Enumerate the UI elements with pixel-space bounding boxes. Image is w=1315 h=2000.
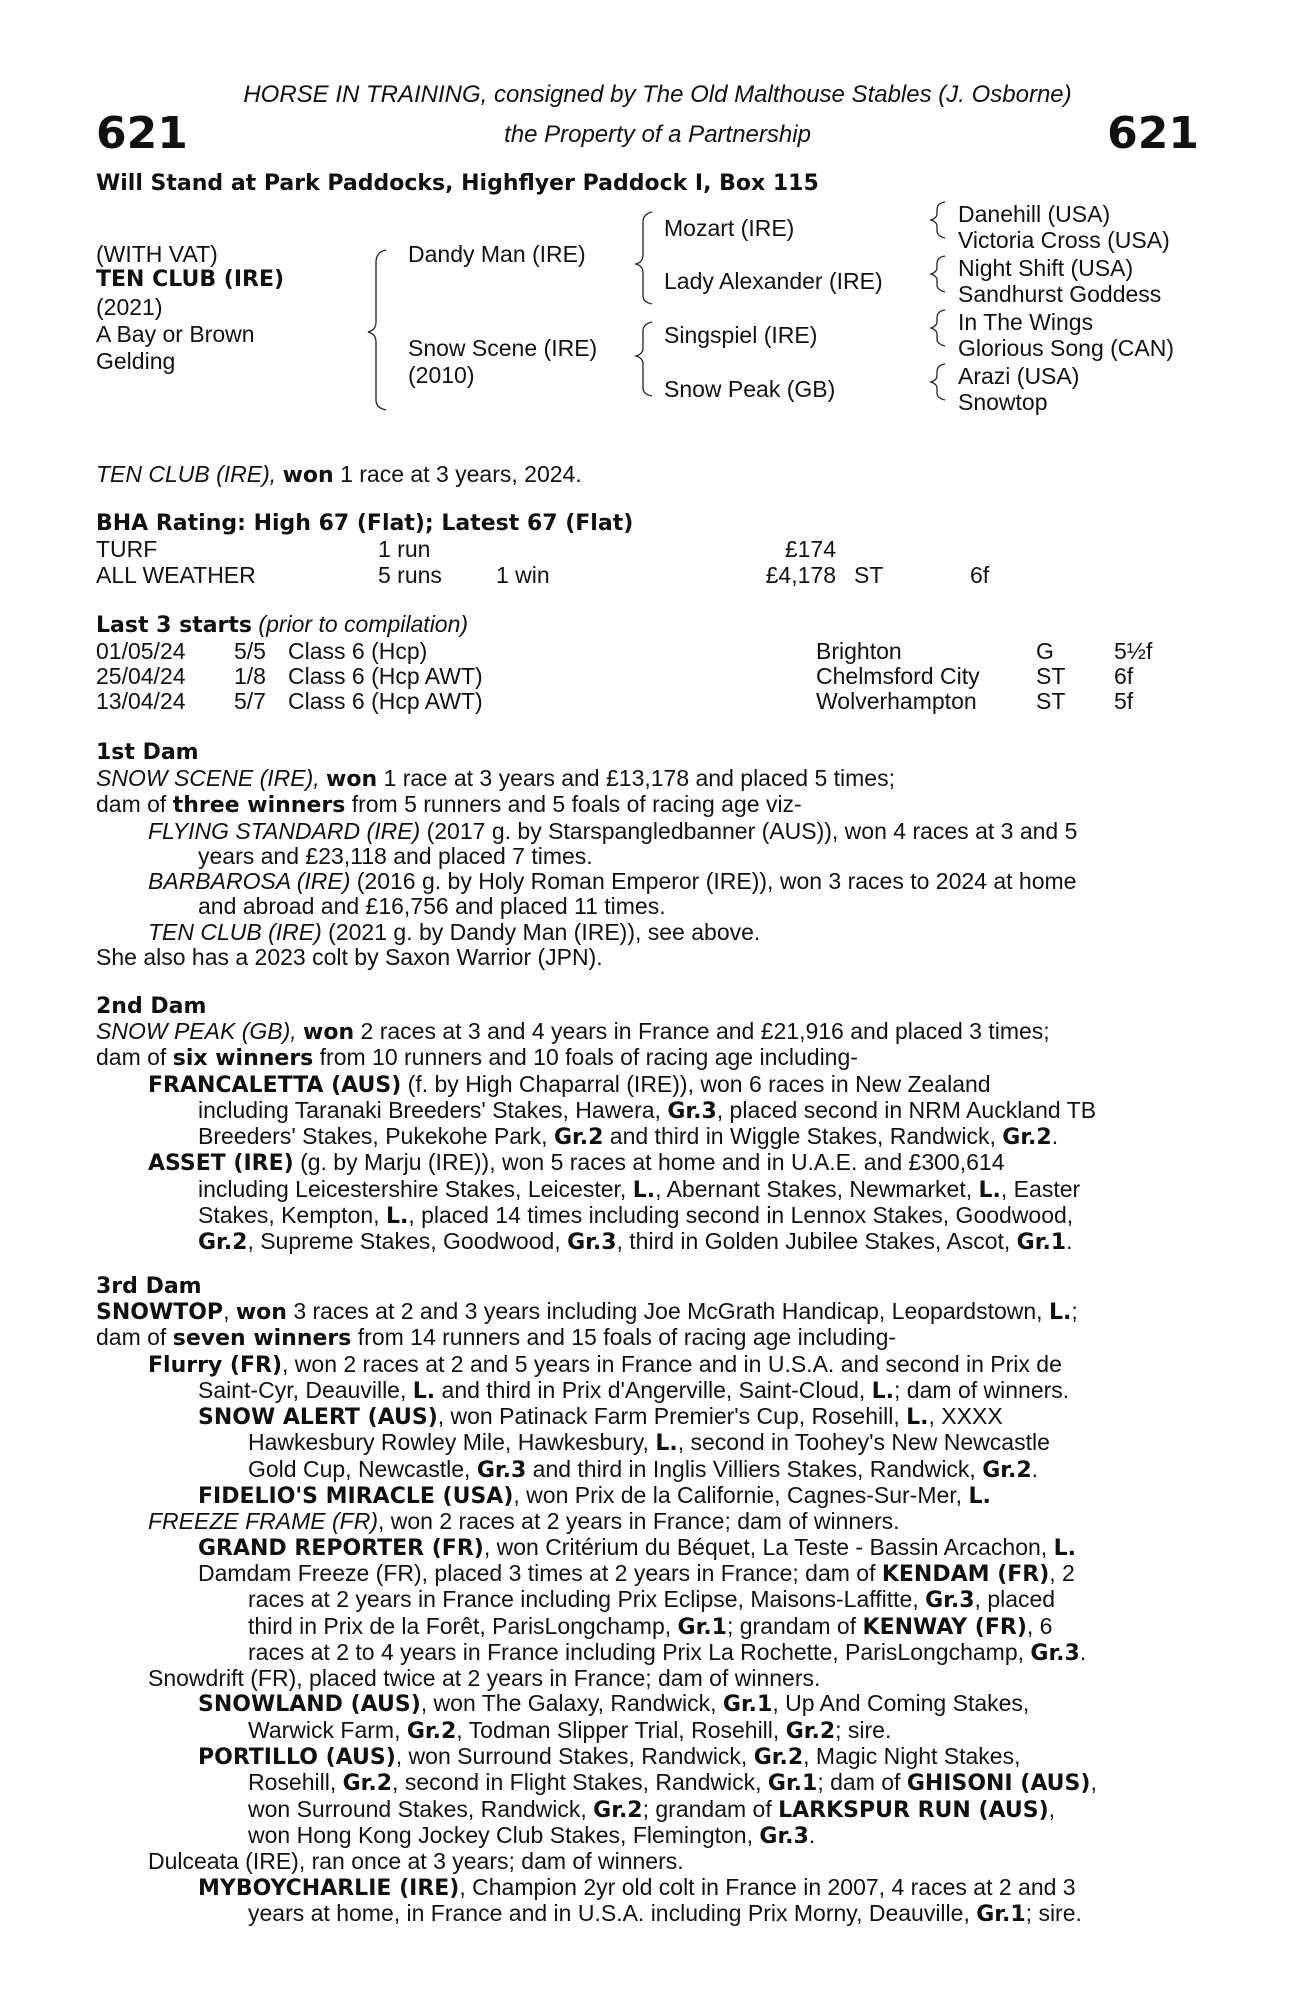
text-fragment: , Supreme Stakes, Goodwood, <box>247 1228 568 1255</box>
start-position: 5/5 <box>234 638 266 664</box>
text-fragment: years and £23,118 and placed 7 times. <box>198 842 593 869</box>
horse-description-2: Gelding <box>96 348 176 374</box>
text-fragment: . <box>1079 1638 1087 1665</box>
text-line <box>96 1352 1203 1378</box>
start-course: Chelmsford City <box>816 663 980 689</box>
text-fragment: , second in Toohey's New Newcastle <box>677 1429 1050 1456</box>
text-fragment: Gr.2 <box>342 1771 393 1797</box>
pedigree-ss-dam: Victoria Cross (USA) <box>958 227 1170 253</box>
pedigree-ds-sire: In The Wings <box>958 309 1094 335</box>
text-fragment: Rosehill, <box>248 1769 343 1796</box>
text-fragment: Gr.2 <box>198 1230 248 1256</box>
text-fragment: won <box>235 1300 287 1325</box>
text-fragment: including Leicestershire Stakes, Leicester, <box>198 1175 633 1202</box>
text-fragment: FRANCALETTA (AUS) <box>148 1072 402 1098</box>
text-fragment: Gr.2 <box>406 1718 457 1744</box>
text-fragment: Gr.2 <box>785 1718 836 1744</box>
start-row <box>96 638 1203 664</box>
text-fragment: Hawkesbury Rowley Mile, Hawkesbury, <box>248 1429 656 1456</box>
text-fragment: won Surround Stakes, Randwick, <box>248 1795 594 1822</box>
text-fragment: and abroad and £16,756 and placed 11 times. <box>198 893 666 920</box>
text-line <box>96 1229 1203 1255</box>
text-line <box>96 766 1203 792</box>
text-line <box>96 1378 1203 1404</box>
text-fragment: won Hong Kong Jockey Club Stakes, Flemington, <box>248 1821 760 1848</box>
text-line <box>96 1823 1203 1849</box>
text-fragment: ; sire. <box>835 1716 892 1743</box>
text-fragment: , placed <box>974 1586 1056 1613</box>
text-fragment: SNOW PEAK (GB), <box>96 1018 297 1044</box>
second-dam-heading: 2nd Dam <box>96 994 207 1019</box>
second-dam-text <box>96 1019 1203 1256</box>
text-fragment: L. <box>978 1177 1001 1203</box>
start-date: 13/04/24 <box>96 688 186 714</box>
text-fragment: . <box>1031 1455 1039 1482</box>
text-line <box>96 819 1203 844</box>
text-fragment: Gr.1 <box>677 1614 727 1640</box>
start-going: ST <box>1036 688 1066 714</box>
text-line <box>96 1203 1203 1229</box>
text-fragment: , won 2 races at 2 and 5 years in France and in U.S.A. and second in Prix de <box>282 1350 1062 1377</box>
text-fragment: TEN CLUB (IRE) <box>148 918 322 945</box>
text-fragment: from 10 runners and 10 foals of racing age including- <box>313 1044 858 1071</box>
property-line: the Property of a Partnership <box>504 121 811 148</box>
text-fragment: , 2 <box>1049 1559 1075 1586</box>
rating-distance: 6f <box>970 562 990 588</box>
text-fragment: (2017 g. by Starspangledbanner (AUS)), won 4 races at 3 and 5 <box>420 817 1078 844</box>
text-fragment: FIDELIO'S MIRACLE (USA) <box>198 1484 514 1510</box>
text-fragment: from 14 runners and 15 foals of racing age including- <box>351 1324 897 1351</box>
pedigree-dd-sire: Arazi (USA) <box>958 363 1080 389</box>
rating-going: ST <box>854 562 884 588</box>
text-line <box>96 1640 1203 1666</box>
third-dam-heading: 3rd Dam <box>96 1274 202 1299</box>
text-line <box>96 1718 1203 1744</box>
text-fragment: , won Patinack Farm Premier's Cup, Rosehill, <box>437 1403 907 1430</box>
text-fragment: , Up And Coming Stakes, <box>772 1690 1030 1717</box>
start-going: G <box>1036 638 1054 664</box>
start-race: Class 6 (Hcp AWT) <box>288 688 483 714</box>
text-fragment: MYBOYCHARLIE (IRE) <box>198 1875 460 1901</box>
text-line <box>96 1901 1203 1927</box>
start-distance: 5½f <box>1114 638 1153 664</box>
pedigree-sire: Dandy Man (IRE) <box>408 241 586 267</box>
first-dam-heading: 1st Dam <box>96 740 199 765</box>
text-fragment: Gr.1 <box>1016 1230 1067 1256</box>
text-fragment: , third in Golden Jubilee Stakes, Ascot, <box>616 1228 1017 1255</box>
last-starts-note: (prior to compilation) <box>252 611 469 637</box>
start-going: ST <box>1036 663 1066 689</box>
pedigree-dam-sire: Singspiel (IRE) <box>664 322 818 348</box>
lot-number-right: 621 <box>1107 108 1199 159</box>
text-fragment: L. <box>871 1378 895 1404</box>
text-line <box>96 1770 1203 1796</box>
text-fragment: Gr.1 <box>767 1771 818 1797</box>
text-line <box>96 1430 1203 1456</box>
text-fragment: PORTILLO (AUS) <box>198 1745 396 1771</box>
text-fragment: six winners <box>172 1046 314 1072</box>
text-fragment: Gr.1 <box>722 1692 773 1718</box>
text-fragment: KENWAY (FR) <box>862 1614 1027 1640</box>
text-fragment: Dulceata (IRE), ran once at 3 years; dam of winners. <box>148 1848 684 1875</box>
text-fragment: , won 2 races at 2 years in France; dam of winners. <box>378 1508 900 1535</box>
pedigree-sire-dam: Lady Alexander (IRE) <box>664 268 883 294</box>
text-fragment: races at 2 to 4 years in France including Prix La Rochette, ParisLongchamp, <box>248 1638 1031 1665</box>
last-starts-title <box>96 612 468 639</box>
start-distance: 6f <box>1114 663 1134 689</box>
text-fragment: dam of <box>96 791 173 818</box>
lot-number-left: 621 <box>96 108 188 159</box>
text-fragment: Warwick Farm, <box>248 1716 407 1743</box>
text-fragment: , Magic Night Stakes, <box>803 1743 1021 1770</box>
start-race: Class 6 (Hcp) <box>288 638 428 664</box>
pedigree-dd-dam: Snowtop <box>958 389 1048 415</box>
text-fragment: , won The Galaxy, Randwick, <box>420 1690 723 1717</box>
text-line <box>96 1045 1203 1071</box>
text-fragment: dam of <box>96 1044 173 1071</box>
text-fragment: dam of <box>96 1324 173 1351</box>
text-fragment: , <box>1090 1769 1097 1796</box>
text-line <box>96 920 1203 945</box>
text-fragment: third in Prix de la Forêt, ParisLongchamp, <box>248 1612 678 1639</box>
text-fragment: Gr.2 <box>1002 1125 1052 1151</box>
rating-prize: £174 <box>784 536 836 562</box>
text-fragment: Gr.2 <box>593 1797 643 1823</box>
pedigree-sd-sire: Night Shift (USA) <box>958 255 1134 281</box>
text-fragment: , Champion 2yr old colt in France in 2007, 4 races at 2 and 3 <box>459 1873 1076 1900</box>
horse-description-1: A Bay or Brown <box>96 321 255 347</box>
text-fragment: ASSET (IRE) <box>148 1151 294 1177</box>
text-fragment: Gr.3 <box>759 1823 809 1849</box>
text-fragment: Stakes, Kempton, <box>198 1202 386 1229</box>
text-fragment: , Easter <box>1000 1175 1081 1202</box>
text-line <box>96 1744 1203 1770</box>
text-fragment: Gr.3 <box>667 1098 717 1124</box>
text-fragment: seven winners <box>172 1326 352 1352</box>
text-fragment: BARBAROSA (IRE) <box>148 868 351 895</box>
text-line <box>96 1072 1203 1098</box>
text-fragment: ; grandam of <box>726 1612 863 1639</box>
text-fragment: SNOWTOP <box>96 1300 224 1325</box>
rating-wins: 1 win <box>496 562 550 588</box>
text-fragment: (2016 g. by Holy Roman Emperor (IRE)), won 3 races to 2024 at home <box>350 868 1077 895</box>
text-fragment: won <box>326 767 378 792</box>
text-fragment: Damdam Freeze (FR), placed 3 times at 2 years in France; dam of <box>198 1559 882 1586</box>
text-fragment: ; sire. <box>1025 1899 1082 1926</box>
start-course: Wolverhampton <box>816 688 977 714</box>
pedigree-dam-year: (2010) <box>408 362 475 388</box>
text-fragment: L. <box>1048 1300 1072 1325</box>
rating-surface: TURF <box>96 536 158 562</box>
text-fragment: (g. by Marju (IRE)), won 5 races at home and in U.A.E. and £300,614 <box>293 1149 1005 1176</box>
text-fragment: L. <box>1053 1535 1076 1561</box>
pedigree-ds-dam: Glorious Song (CAN) <box>958 335 1175 361</box>
vat-label: (WITH VAT) <box>96 241 218 267</box>
text-line <box>96 1797 1203 1823</box>
text-fragment: Gr.2 <box>982 1457 1032 1483</box>
text-fragment: She also has a 2023 colt by Saxon Warrior (JPN). <box>96 944 603 971</box>
text-fragment: years at home, in France and in U.S.A. including Prix Morny, Deauville, <box>248 1899 977 1926</box>
text-fragment: . <box>808 1821 816 1848</box>
text-fragment: Breeders' Stakes, Pukekohe Park, <box>198 1123 554 1150</box>
text-fragment: 3 races at 2 and 3 years including Joe McGrath Handicap, Leopardstown, <box>286 1298 1049 1324</box>
text-fragment: , XXXX <box>928 1403 1003 1430</box>
start-course: Brighton <box>816 638 902 664</box>
pedigree-dam: Snow Scene (IRE) <box>408 335 598 361</box>
text-fragment: races at 2 years in France including Prix Eclipse, Maisons-Laffitte, <box>248 1586 926 1613</box>
summary-won: won <box>282 463 334 488</box>
text-fragment: and third in Inglis Villiers Stakes, Randwick, <box>526 1455 983 1482</box>
first-dam-text <box>96 766 1203 970</box>
text-fragment: , placed 14 times including second in Lennox Stakes, Goodwood, <box>408 1202 1074 1229</box>
text-fragment: , Todman Slipper Trial, Rosehill, <box>456 1716 786 1743</box>
text-fragment: Gr.3 <box>567 1230 617 1256</box>
text-line <box>96 1325 1203 1351</box>
text-line <box>96 869 1203 894</box>
start-position: 1/8 <box>234 663 266 689</box>
consignor-line: HORSE IN TRAINING, consigned by The Old Malthouse Stables (J. Osborne) <box>243 81 1072 108</box>
text-fragment: GHISONI (AUS) <box>906 1771 1091 1797</box>
text-line <box>96 1404 1203 1430</box>
text-fragment: ; grandam of <box>642 1795 779 1822</box>
text-fragment: FLYING STANDARD (IRE) <box>148 817 421 844</box>
text-fragment: , second in Flight Stakes, Randwick, <box>392 1769 768 1796</box>
start-date: 25/04/24 <box>96 663 186 689</box>
text-fragment: 1 race at 3 years and £13,178 and placed 5 times; <box>377 765 895 791</box>
start-date: 01/05/24 <box>96 638 186 664</box>
text-fragment: Snowdrift (FR), placed twice at 2 years in France; dam of winners. <box>148 1665 821 1692</box>
text-fragment: Flurry (FR) <box>148 1352 283 1378</box>
text-fragment: LARKSPUR RUN (AUS) <box>778 1797 1049 1823</box>
horse-year: (2021) <box>96 294 163 320</box>
text-fragment: ; <box>1071 1298 1078 1324</box>
text-fragment: Gr.3 <box>925 1588 975 1614</box>
text-line <box>96 792 1203 818</box>
last-starts-heading: Last 3 starts <box>96 613 253 638</box>
race-summary <box>96 462 582 489</box>
text-fragment: SNOW SCENE (IRE), <box>96 765 320 791</box>
text-fragment: L. <box>632 1177 656 1203</box>
text-fragment: SNOW ALERT (AUS) <box>198 1405 438 1431</box>
text-line <box>96 1614 1203 1640</box>
start-distance: 5f <box>1114 688 1134 714</box>
text-line <box>96 1875 1203 1901</box>
text-line <box>96 1019 1203 1045</box>
text-fragment: FREEZE FRAME (FR) <box>148 1508 378 1535</box>
pedigree-ss-sire: Danehill (USA) <box>958 201 1111 227</box>
text-fragment: L. <box>655 1431 678 1457</box>
text-fragment: Saint-Cyr, Deauville, <box>198 1376 413 1403</box>
bha-rating-title: BHA Rating: High 67 (Flat); Latest 67 (Flat) <box>96 511 634 536</box>
rating-row <box>96 536 1203 562</box>
text-line: SNOWTOP, won 3 races at 2 and 3 years including Joe McGrath Handicap, Leopardstown, L.; <box>96 1298 1078 1325</box>
text-fragment: (2021 g. by Dandy Man (IRE)), see above. <box>321 918 761 945</box>
text-fragment: Gr.2 <box>553 1125 604 1151</box>
text-fragment: GRAND REPORTER (FR) <box>198 1535 484 1561</box>
start-race: Class 6 (Hcp AWT) <box>288 663 483 689</box>
text-fragment: ; dam of winners. <box>894 1376 1070 1403</box>
text-line <box>96 1535 1203 1561</box>
summary-name: TEN CLUB (IRE), <box>96 461 277 487</box>
text-fragment: including Taranaki Breeders' Stakes, Hawera, <box>198 1096 668 1123</box>
text-fragment: and third in Wiggle Stakes, Randwick, <box>603 1123 1003 1150</box>
text-fragment: Gr.3 <box>476 1457 527 1483</box>
text-fragment: won <box>303 1020 355 1045</box>
pedigree-dam-dam: Snow Peak (GB) <box>664 376 836 402</box>
text-fragment: ; dam of <box>817 1769 907 1796</box>
location-line: Will Stand at Park Paddocks, Highflyer Paddock I, Box 115 <box>96 171 819 196</box>
text-fragment: Gr.2 <box>753 1745 804 1771</box>
pedigree-sire-sire: Mozart (IRE) <box>664 215 795 241</box>
text-fragment: L. <box>906 1405 929 1431</box>
text-fragment: . <box>1066 1228 1073 1255</box>
text-line <box>96 1561 1203 1587</box>
text-line <box>96 1098 1203 1124</box>
text-line <box>96 1150 1203 1176</box>
text-fragment: , 6 <box>1026 1612 1053 1639</box>
text-fragment: Gold Cup, Newcastle, <box>248 1455 477 1482</box>
text-fragment: L. <box>412 1378 436 1404</box>
text-fragment: 2 races at 3 and 4 years in France and £21,916 and placed 3 times; <box>354 1018 1050 1044</box>
text-fragment: , won Surround Stakes, Randwick, <box>395 1743 754 1770</box>
text-line <box>96 1124 1203 1150</box>
text-line <box>96 1177 1203 1203</box>
horse-name: TEN CLUB (IRE) <box>96 267 285 292</box>
rating-row <box>96 562 1203 588</box>
summary-rest: 1 race at 3 years, 2024. <box>333 461 582 487</box>
text-fragment: L. <box>385 1204 409 1230</box>
rating-prize: £4,178 <box>765 562 836 588</box>
text-fragment: and third in Prix d'Angerville, Saint-Cloud, <box>435 1376 872 1403</box>
text-fragment: Gr.1 <box>976 1901 1026 1927</box>
third-dam-text <box>96 1299 1203 1927</box>
text-fragment: L. <box>968 1484 991 1510</box>
rating-runs: 5 runs <box>378 562 442 588</box>
text-fragment: , won Prix de la Californie, Cagnes-Sur-Mer, <box>513 1482 969 1509</box>
text-fragment: , Abernant Stakes, Newmarket, <box>655 1175 979 1202</box>
text-fragment: , placed second in NRM Auckland TB <box>716 1096 1097 1123</box>
text-line <box>96 1509 1203 1534</box>
start-row <box>96 688 1203 714</box>
text-fragment: . <box>1051 1123 1059 1150</box>
text-fragment: three winners <box>172 793 346 819</box>
text-fragment: , <box>1048 1795 1056 1822</box>
text-fragment: Gr.3 <box>1030 1640 1080 1666</box>
text-line <box>96 1457 1203 1483</box>
text-line <box>96 1587 1203 1613</box>
text-fragment: SNOWLAND (AUS) <box>198 1692 421 1718</box>
text-fragment: from 5 runners and 5 foals of racing age viz- <box>345 791 802 818</box>
text-line <box>96 1691 1203 1717</box>
start-row <box>96 663 1203 689</box>
start-position: 5/7 <box>234 688 266 714</box>
text-fragment: KENDAM (FR) <box>881 1561 1050 1587</box>
text-fragment: (f. by High Chaparral (IRE)), won 6 races in New Zealand <box>401 1070 991 1097</box>
rating-surface: ALL WEATHER <box>96 562 256 588</box>
text-line <box>96 1483 1203 1509</box>
pedigree-sd-dam: Sandhurst Goddess <box>958 281 1162 307</box>
rating-runs: 1 run <box>378 536 431 562</box>
text-fragment: , won Critérium du Béquet, La Teste - Bassin Arcachon, <box>483 1533 1054 1560</box>
